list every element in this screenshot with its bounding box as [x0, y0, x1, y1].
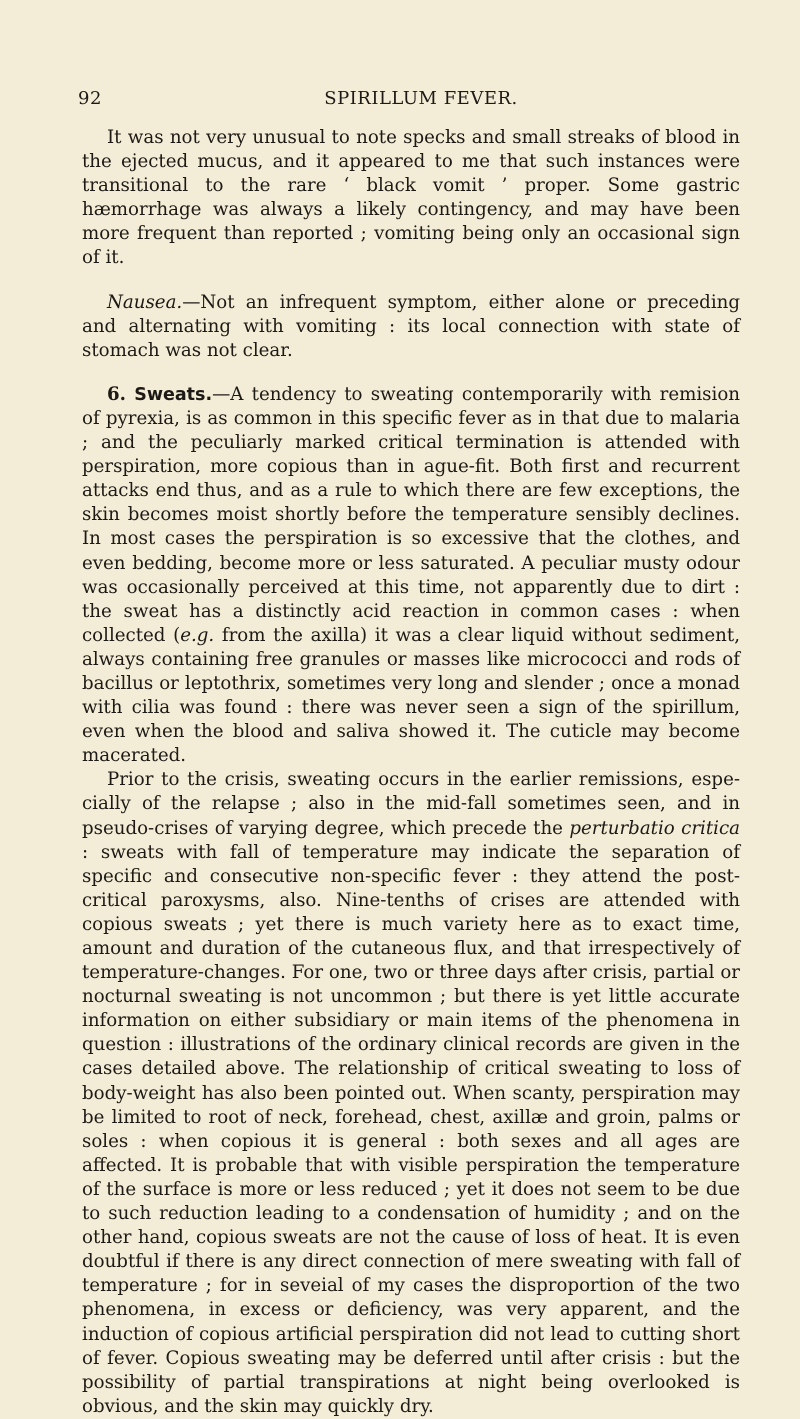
paragraph-sweats	[82, 383, 740, 769]
paragraph-blood-streaks	[82, 126, 740, 271]
running-title: SPIRILLUM FEVER.	[324, 88, 518, 109]
body-text	[82, 126, 740, 1419]
page-number: 92	[78, 88, 102, 109]
paragraph-text: It was not very unusual to note specks and small streaks of blood in the ejected mucus, and it appeared to me that such instances were transitional to the rare ‘ black vomit ’ proper. Some gastric hæmorrhage was always a likely contingency, and may have been more frequent than reported ; vomiting being only an occasional sign of it.	[82, 127, 740, 269]
running-head	[78, 88, 740, 114]
paragraph-crisis	[82, 768, 740, 1419]
nausea-heading: Nausea.	[107, 291, 183, 313]
paragraph-text: : sweats with fall of temperature may indicate the separation of specific and consecutive non-specific fever : they attend the post-critical paroxysms, also. Nine-tenths of crises are attended with copious sweats ; yet there is much variety here as to exact time, amount and duration of the cutaneous flux, and that irrespectively of temperature-changes. For one, two or three days after crisis, partial or nocturnal sweating is not uncommon ; but there is yet little accurate information on either subsidiary or main items of the phenomena in question : illustrations of the ordinary clinical records are given in the cases detailed above. The relationship of critical sweating to loss of body-weight has also been pointed out. When scanty, perspiration may be limited to root of neck, forehead, chest, axillæ and groin, palms or soles : when copious it is general : both sexes and all ages are affected. It is probable that with visible perspiration the temperature of the surface is more or less reduced ; yet it does not seem to be due to such reduction leading to a condensation of humidity ; and on the other hand, copious sweats are not the cause of loss of heat. It is even doubtful if there is any direct connection of mere sweating with fall of temperature ; for in seveial of my cases the disproportion of the two phenomena, in excess or deficiency, was very apparent, and the induction of copious artificial perspiration did not lead to cutting short of fever. Copious sweating may be deferred until after crisis : but the possibility of partial transpirations at night being overlooked is obvious, and the skin may quickly dry.	[82, 841, 740, 1417]
paragraph-text: from the axilla) it was a clear liquid without sediment, always containing free granules or masses like micrococci and rods of bacillus or leptothrix, sometimes very long and slender ; once a monad with cilia was found : there was never seen a sign of the spirillum, even when the blood and saliva showed it. The cuticle may become macerated.	[82, 624, 740, 767]
paragraph-text: —Not an infrequent symptom, either alone or preceding and alternating with vomiting : its local connection with state of stomach was not clear.	[82, 291, 740, 361]
sweats-heading: Sweats.	[134, 384, 213, 405]
section-number: 6.	[107, 383, 126, 405]
eg-abbreviation: e.g.	[180, 624, 215, 646]
perturbatio-critica: perturbatio critica	[569, 817, 740, 839]
paragraph-text: —A tendency to sweating contemporarily with remision of pyrexia, is as common in this specific fever as in that due to malaria ; and the peculiarly marked critical termination is attended with perspiration, more copious than in ague-fit. Both first and recurrent attacks end thus, and as a rule to which there are few exceptions, the skin becomes moist shortly before the temperature sensibly declines. In most cases the perspiration is so excessive that the clothes, and even bedding, become more or less saturated. A peculiar musty odour was occasionally perceived at this time, not apparently due to dirt : the sweat has a distinctly acid reaction in common cases : when collected (	[82, 383, 740, 646]
paragraph-nausea	[82, 291, 740, 363]
paragraph-text: Prior to the crisis, sweating occurs in the earlier remissions, especially of the relapse ; also in the mid-fall sometimes seen, and in pseudo-crises of varying degree, which precede the	[82, 769, 740, 839]
